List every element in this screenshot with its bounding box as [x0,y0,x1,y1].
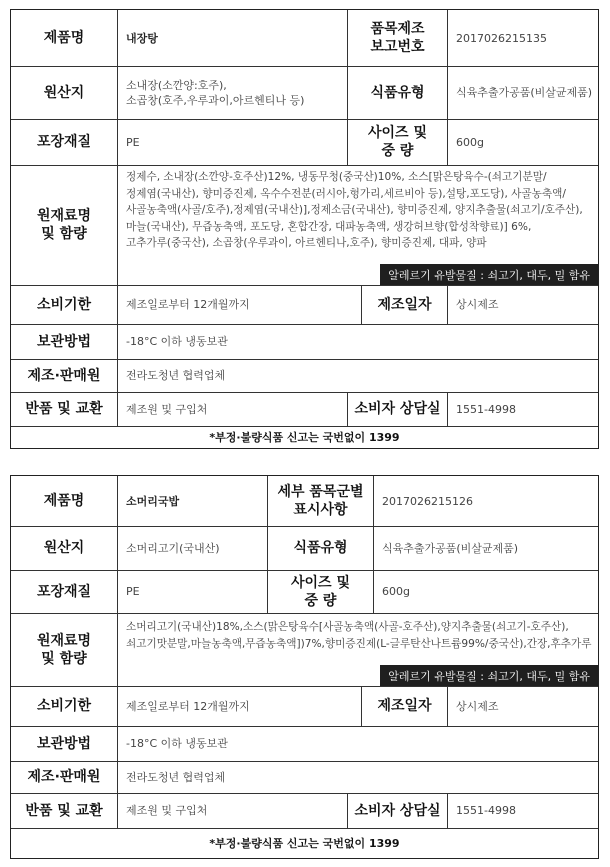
row-product-name [11,476,598,527]
origin-line-2: 소곱창(호주,우루과이,아르헨티나 등) [126,93,305,107]
row-storage [11,324,598,360]
maker-label: 제조·판매원 [27,367,101,384]
row-packaging [11,119,598,166]
row-ingredients [11,613,598,687]
ingredients-line: 소머리고기(국내산)18%,소스(맑은탕육수[사골농축액(사골-호주산),양지추출물(쇠고기-호주산), [126,621,569,633]
storage-label: 보관방법 [36,735,92,752]
ingredients-line: 정제수, 소내장(소깐양-호주산)12%, 냉동무청(중국산)10%, 소스[맑은탕육수-(쇠고기분말/ [126,171,547,183]
ingredients-value [117,613,598,686]
expiry-value: 제조일로부터 12개월까지 [117,686,361,726]
product-name-label: 제품명 [43,30,85,46]
mfg-date-label: 제조일자 [361,285,447,324]
food-type-label: 식품유형 [267,526,373,570]
packaging-value: PE [117,119,347,165]
report-no-value: 2017026215126 [373,476,598,526]
size-label: 사이즈 및 중 량 [347,119,447,165]
ingredients-line: 쇠고기맛분말,마늘농축액,무즙농축액])7%,향미증진제(L-글루탄산나트륨99%/중국산),간장,후추가루 [126,637,592,650]
row-origin [11,66,598,120]
product-name-label: 제품명 [43,493,85,509]
report-footer: *부정·불량식품 신고는 국번없이 1399 [209,431,400,444]
maker-label: 제조·판매원 [27,769,101,785]
report-no-value: 2017026215135 [447,10,598,66]
row-packaging [11,570,598,614]
allergy-badge: 알레르기 유발물질 : 쇠고기, 대두, 밀 함유 [380,665,598,686]
row-storage [11,726,598,762]
row-return [11,392,598,427]
row-product-name [11,10,598,67]
report-footer: *부정·불량식품 신고는 국번없이 1399 [209,837,400,850]
origin-line-1: 소내장(소깐양:호주), [126,78,227,92]
consult-label: 소비자 상담실 [347,793,447,828]
product-label-card-1 [10,9,599,449]
food-type-label: 식품유형 [347,66,447,119]
storage-value: -18°C 이하 냉동보관 [117,726,598,761]
return-label: 반품 및 교환 [25,802,103,819]
food-type-value: 식육추출가공품(비살균제품) [373,526,598,570]
storage-label: 보관방법 [36,333,92,350]
ingredients-label: 원재료명 및 함량 [36,208,92,242]
ingredients-value [117,165,598,285]
row-expiry [11,686,598,727]
packaging-value: PE [117,570,267,613]
ingredients-line: 마늘(국내산), 무즙농축액, 포도당, 혼합간장, 대파농축액, 생강허브향(합성착향료)] 6%, [126,220,532,233]
return-label: 반품 및 교환 [25,401,103,417]
packaging-label: 포장재질 [36,583,92,600]
mfg-date-value: 상시제조 [447,285,598,324]
origin-value [117,66,347,119]
storage-value: -18°C 이하 냉동보관 [117,324,598,359]
origin-label: 원산지 [43,84,85,101]
row-expiry [11,285,598,325]
ingredients-line: 정제염(국내산), 향미증진제, 옥수수전분(러시아,헝가리,세르비아 등),설탕,포도당), 사골농축액/ [126,187,566,200]
size-value: 600g [447,119,598,165]
ingredients-line: 고추가루(중국산), 소곱창(우루과이, 아르헨티나,호주), 향미증진제, 대파, 양파 [126,237,487,249]
row-ingredients [11,165,598,286]
row-return [11,793,598,829]
consult-label: 소비자 상담실 [347,392,447,426]
size-label: 사이즈 및 중 량 [267,570,373,613]
packaging-label: 포장재질 [36,134,92,150]
report-no-label: 세부 품목군별 표시사항 [267,476,373,526]
consult-value: 1551-4998 [447,392,598,426]
consult-value: 1551-4998 [447,793,598,828]
row-maker [11,761,598,794]
mfg-date-value: 상시제조 [447,686,598,726]
maker-value: 전라도청년 협력업체 [117,359,598,392]
row-maker [11,359,598,393]
size-value: 600g [373,570,598,613]
expiry-value: 제조일로부터 12개월까지 [117,285,361,324]
ingredients-line: 사골농축액(사골/호주),정제염(국내산)],정제소금(국내산), 향미증진제, 양지추출물(쇠고기/호주산), [126,204,583,216]
report-no-label: 품목제조 보고번호 [347,10,447,66]
ingredients-label: 원재료명 및 함량 [36,632,92,667]
return-value: 제조원 및 구입처 [117,392,347,426]
origin-label: 원산지 [43,540,85,556]
row-origin [11,526,598,571]
mfg-date-label: 제조일자 [361,686,447,726]
origin-value: 소머리고기(국내산) [117,526,267,570]
product-name-value: 내장탕 [117,10,347,66]
allergy-badge: 알레르기 유발물질 : 쇠고기, 대두, 밀 함유 [380,264,598,285]
product-name-value: 소머리국밥 [117,476,267,526]
expiry-label: 소비기한 [36,698,92,714]
product-label-card-2 [10,475,599,859]
return-value: 제조원 및 구입처 [117,793,347,828]
maker-value: 전라도청년 협력업체 [117,761,598,793]
food-type-value: 식육추출가공품(비살균제품) [447,66,598,119]
expiry-label: 소비기한 [36,296,92,313]
